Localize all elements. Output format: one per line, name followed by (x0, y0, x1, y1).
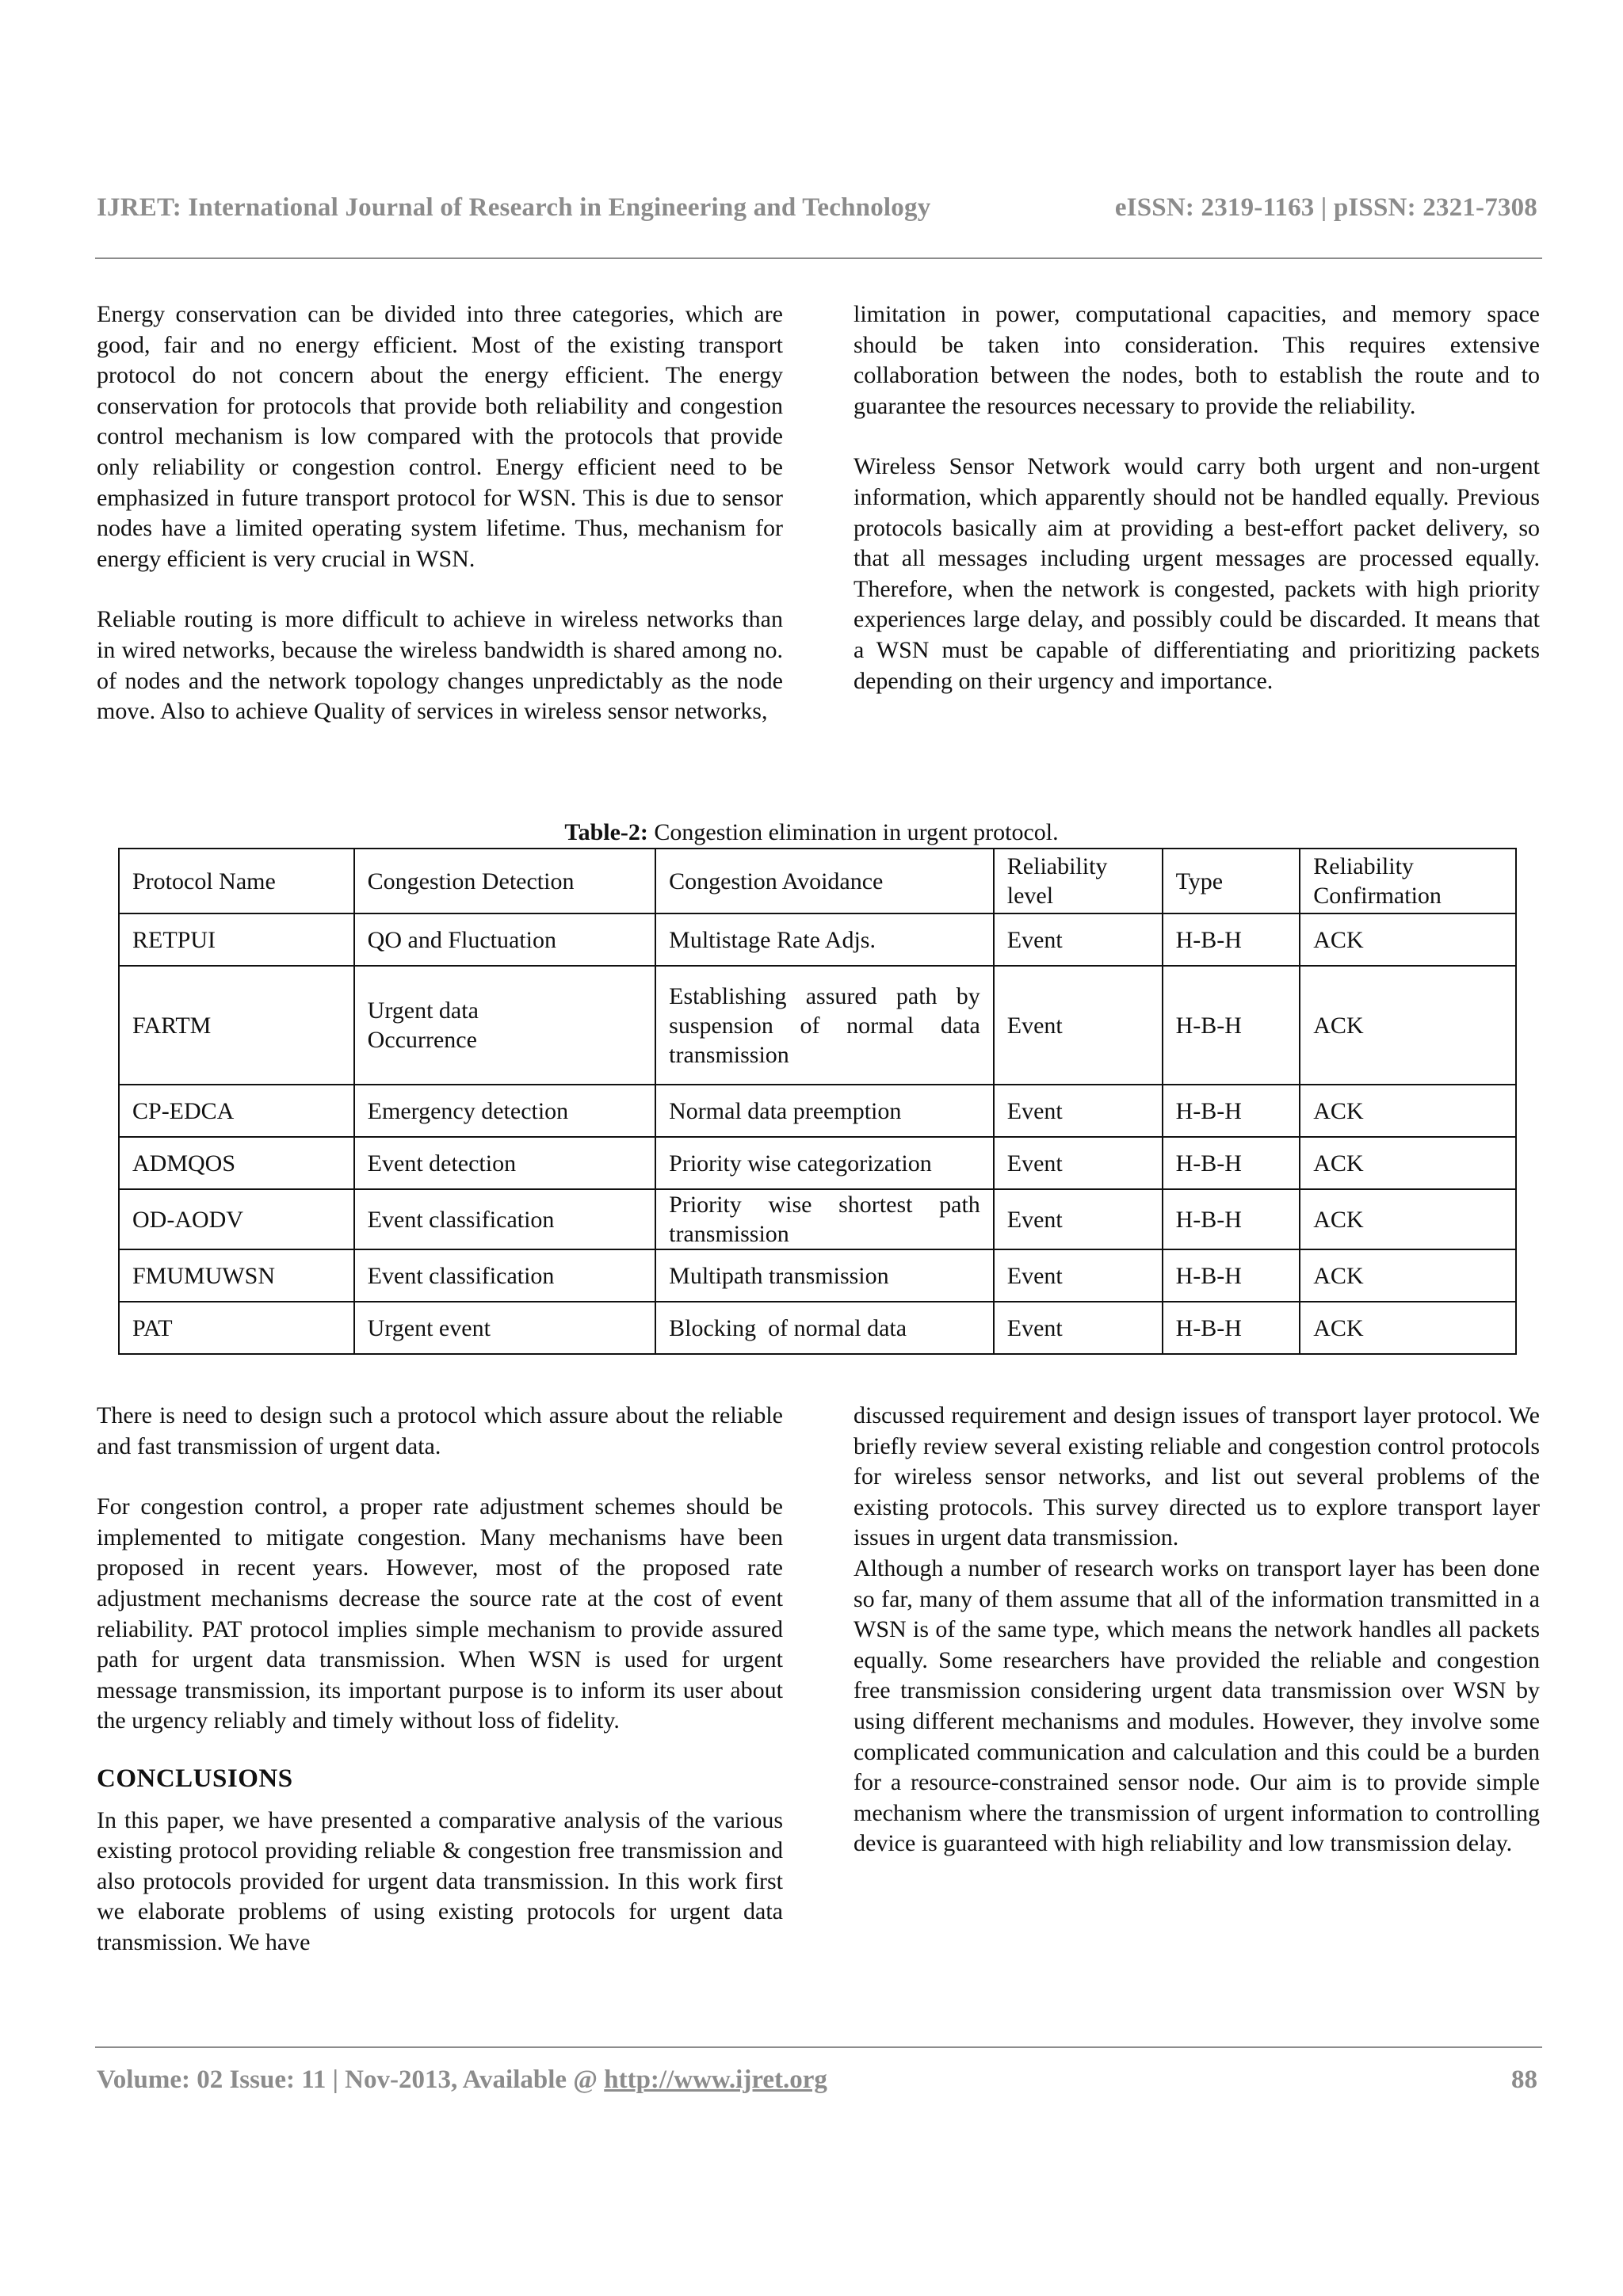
table-cell: Event (994, 1302, 1163, 1354)
paragraph-need-design: There is need to design such a protocol which assure about the reliable and fast transmission of urgent data. (97, 1402, 783, 1459)
table-cell: FARTM (119, 966, 354, 1085)
table-cell: ACK (1300, 966, 1516, 1085)
running-header (97, 193, 1537, 223)
table-cell: ACK (1300, 1302, 1516, 1354)
right-column-bottom (854, 1401, 1540, 1859)
table-cell: Multistage Rate Adjs. (655, 913, 994, 966)
table-cell: CP-EDCA (119, 1085, 354, 1137)
table-cell: H-B-H (1163, 1189, 1300, 1249)
paragraph-conclusions: In this paper, we have presented a comparative analysis of the various existing protocol providing reliable & congestion free transmission and also protocols provided for urgent data transmission. In this work first we elaborate problems of using existing protocols for urgent data transmission. We have (97, 1806, 783, 1955)
table-cell: Event (994, 1137, 1163, 1189)
table-cell: Urgent event (354, 1302, 655, 1354)
table-cell: ACK (1300, 1189, 1516, 1249)
table-cell: H-B-H (1163, 1302, 1300, 1354)
table-row (119, 1085, 1516, 1137)
table-cell: Priority wise categorization (655, 1137, 994, 1189)
left-column-bottom (97, 1401, 783, 1958)
paragraph-discussed-requirement: discussed requirement and design issues of transport layer protocol. We briefly review several existing reliable and congestion control protocols for wireless sensor networks, and list out several problems of the existing protocols. This survey directed us to explore transport layer issues in urgent data transmission. (854, 1402, 1540, 1551)
table-row (119, 1137, 1516, 1189)
paragraph-energy-conservation: Energy conservation can be divided into three categories, which are good, fair and no energy efficient. Most of the existing transport protocol do not concern about the energy efficient. The energy conservation for protocols that provide both reliability and congestion control mechanism is low compared with the protocols that provide only reliability or congestion control. Energy efficient need to be emphasized in future transport protocol for WSN. This is due to sensor nodes have a limited operating system lifetime. Thus, mechanism for energy efficient is very crucial in WSN. (97, 301, 783, 572)
table-cell: FMUMUWSN (119, 1249, 354, 1302)
table-cell: Priority wise shortest path transmission (655, 1189, 994, 1249)
table-cell: Event (994, 913, 1163, 966)
table-caption-label: Table-2: (564, 819, 648, 845)
running-footer (97, 2065, 1537, 2095)
table-cell: ADMQOS (119, 1137, 354, 1189)
table-cell: H-B-H (1163, 1085, 1300, 1137)
table-cell: H-B-H (1163, 913, 1300, 966)
journal-link[interactable]: http://www.ijret.org (604, 2065, 827, 2094)
table-cell: Emergency detection (354, 1085, 655, 1137)
table-cell: RETPUI (119, 913, 354, 966)
right-column-top (854, 299, 1540, 696)
table-cell: Event (994, 966, 1163, 1085)
table-cell: Event classification (354, 1249, 655, 1302)
table-cell: QO and Fluctuation (354, 913, 655, 966)
table-cell: ACK (1300, 1137, 1516, 1189)
table-row (119, 913, 1516, 966)
table-cell: PAT (119, 1302, 354, 1354)
table-cell: Event detection (354, 1137, 655, 1189)
table-row (119, 1189, 1516, 1249)
table-header-row (119, 849, 1516, 913)
table-row (119, 1302, 1516, 1354)
table-caption (0, 818, 1623, 848)
header-congestion-detection: Congestion Detection (354, 849, 655, 913)
table-cell: ACK (1300, 913, 1516, 966)
footer-divider (95, 2046, 1542, 2048)
table-row (119, 1249, 1516, 1302)
table-cell: H-B-H (1163, 966, 1300, 1085)
table-cell: H-B-H (1163, 1137, 1300, 1189)
table-cell: ACK (1300, 1249, 1516, 1302)
table-cell: Multipath transmission (655, 1249, 994, 1302)
table-cell: Event classification (354, 1189, 655, 1249)
volume-text: Volume: 02 Issue: 11 | Nov-2013, Available @ (97, 2065, 605, 2094)
table-cell: H-B-H (1163, 1249, 1300, 1302)
table-caption-text: Congestion elimination in urgent protocol. (647, 819, 1059, 845)
paragraph-research-works: Although a number of research works on transport layer has been done so far, many of them assume that all of the information transmitted in a WSN is of the same type, which means the network handles all packets equally. Some researchers have provided the reliable and congestion free transmission considering urgent data transmission over WSN by using different mechanisms and modules. However, they involve some complicated communication and calculation and this could be a burden for a resource-constrained sensor node. Our aim is to provide simple mechanism where the transmission of urgent information to controlling device is guaranteed with high reliability and low transmission delay. (854, 1554, 1540, 1857)
congestion-table (118, 848, 1517, 1355)
table-cell: Event (994, 1249, 1163, 1302)
header-divider (95, 257, 1542, 259)
table-cell: Event (994, 1189, 1163, 1249)
table-cell: Normal data preemption (655, 1085, 994, 1137)
table-cell: OD-AODV (119, 1189, 354, 1249)
paragraph-limitation: limitation in power, computational capacities, and memory space should be taken into consideration. This requires extensive collaboration between the nodes, both to establish the route and to guarantee the resources necessary to provide the reliability. (854, 301, 1540, 419)
header-type: Type (1163, 849, 1300, 913)
paragraph-urgent-information: Wireless Sensor Network would carry both urgent and non-urgent information, which apparently should not be handled equally. Previous protocols basically aim at providing a best-effort packet delivery, so that all messages including urgent messages are processed equally. Therefore, when the network is congested, packets with high priority experiences large delay, and possibly could be discarded. It means that a WSN must be capable of differentiating and prioritizing packets depending on their urgency and importance. (854, 453, 1540, 694)
table-cell: Blocking of normal data (655, 1302, 994, 1354)
paragraph-congestion-control: For congestion control, a proper rate adjustment schemes should be implemented to mitigate congestion. Many mechanisms have been proposed in recent years. However, most of the proposed rate adjustment mechanisms decrease the source rate at the cost of event reliability. PAT protocol implies simple mechanism to provide assured path for urgent data transmission. When WSN is used for urgent message transmission, its important purpose is to inform its user about the urgency reliably and timely without loss of fidelity. (97, 1493, 783, 1734)
table-cell: Urgent data Occurrence (354, 966, 655, 1085)
page-number: 88 (1511, 2065, 1537, 2094)
table-cell: Establishing assured path by suspension of normal data transmission (655, 966, 994, 1085)
header-reliability-level: Reliability level (994, 849, 1163, 913)
section-heading-conclusions: CONCLUSIONS (97, 1764, 293, 1793)
table-row (119, 966, 1516, 1085)
issn-info: eISSN: 2319-1163 | pISSN: 2321-7308 (1114, 193, 1537, 222)
header-reliability-confirmation: Reliability Confirmation (1300, 849, 1516, 913)
volume-info (97, 2065, 827, 2095)
journal-title: IJRET: International Journal of Research in Engineering and Technology (97, 193, 931, 222)
table-cell: Event (994, 1085, 1163, 1137)
paragraph-reliable-routing: Reliable routing is more difficult to achieve in wireless networks than in wired networks, because the wireless bandwidth is shared among no. of nodes and the network topology changes unpredictably as the node move. Also to achieve Quality of services in wireless sensor networks, (97, 606, 783, 725)
header-protocol-name: Protocol Name (119, 849, 354, 913)
header-congestion-avoidance: Congestion Avoidance (655, 849, 994, 913)
table-cell: ACK (1300, 1085, 1516, 1137)
left-column-top (97, 299, 783, 727)
